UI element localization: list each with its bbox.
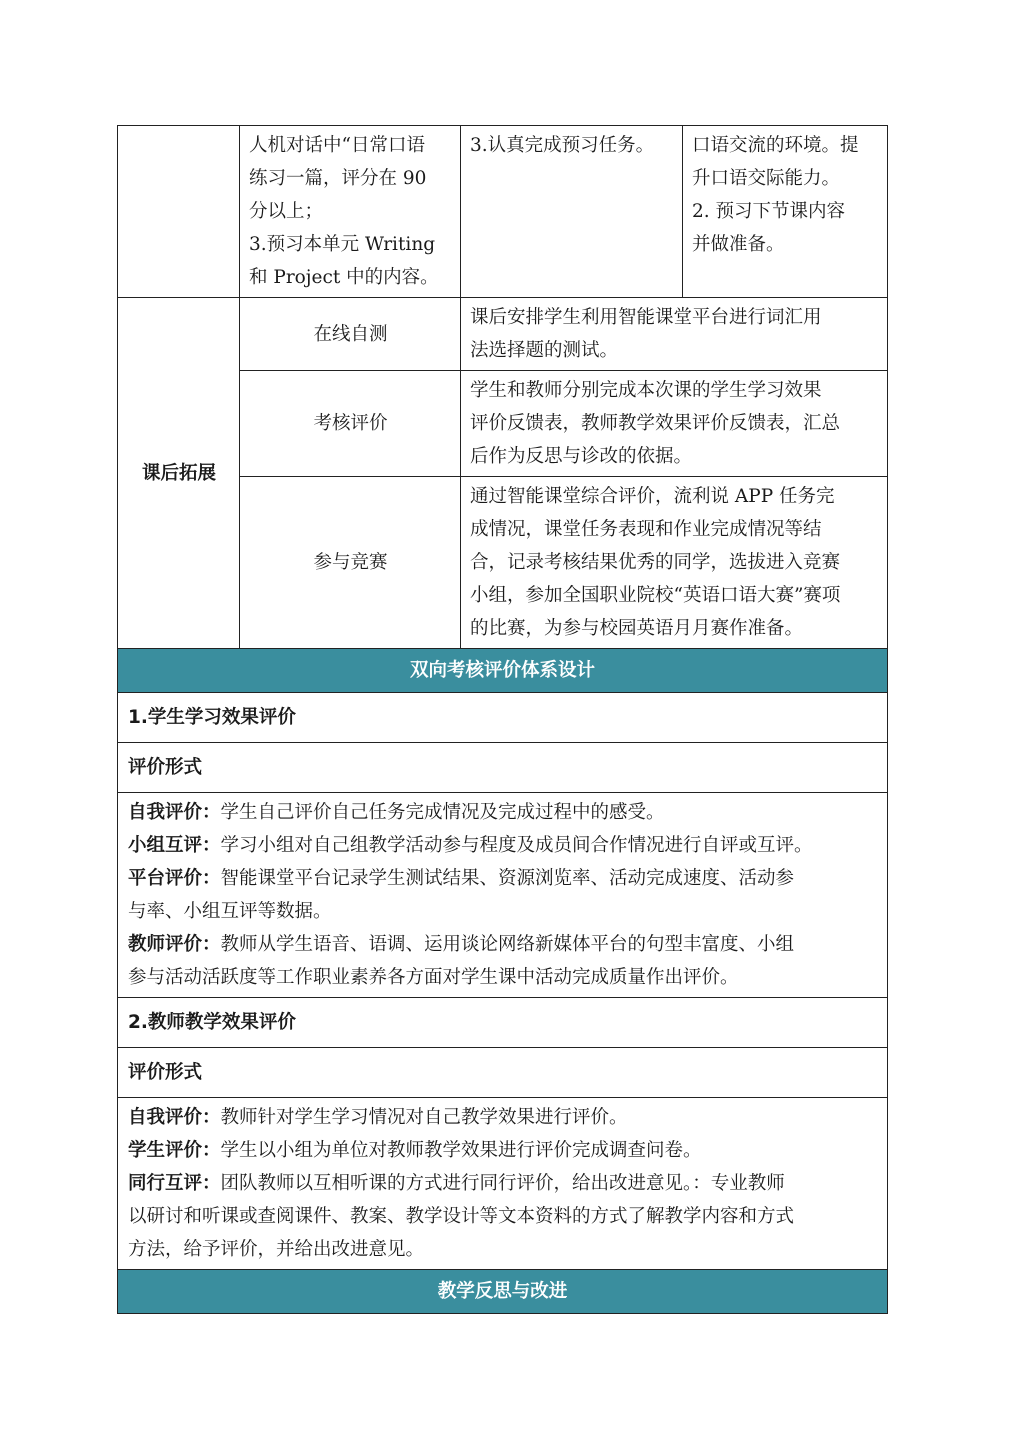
section-title: 1.学生学习效果评价: [118, 693, 888, 743]
after-class-title: 课后拓展: [118, 298, 240, 649]
text-line: 和 Project 中的内容。: [249, 267, 439, 288]
item-text: 参与活动活跃度等工作职业素养各方面对学生课中活动完成质量作出评价。: [128, 967, 739, 988]
section-title-row: [118, 998, 888, 1048]
after-class-content: [461, 298, 888, 371]
form-label: 评价形式: [118, 1048, 888, 1098]
text-line: 练习一篇，评分在 90: [249, 168, 427, 189]
text-line: 3.认真完成预习任务。: [470, 135, 655, 156]
item-term: 自我评价：: [128, 1107, 221, 1128]
item-text: 教师针对学生学习情况对自己教学效果进行评价。: [220, 1107, 628, 1128]
text-line: 2. 预习下节课内容: [692, 201, 846, 222]
evaluation-items-row: [118, 1098, 888, 1270]
item-text: 智能课堂平台记录学生测试结果、资源浏览率、活动完成速度、活动参: [220, 868, 795, 889]
after-class-content: [461, 477, 888, 649]
after-class-row-online-test: [118, 298, 888, 371]
form-label: 评价形式: [118, 743, 888, 793]
text-line: 并做准备。: [692, 234, 785, 255]
form-label-row: [118, 743, 888, 793]
section-title: 2.教师教学效果评价: [118, 998, 888, 1048]
section-banner: 教学反思与改进: [118, 1270, 888, 1314]
evaluation-item: [128, 1101, 879, 1134]
text-line: 学生和教师分别完成本次课的学生学习效果: [470, 380, 822, 401]
evaluation-item: [128, 1134, 879, 1167]
item-text: 学生自己评价自己任务完成情况及完成过程中的感受。: [220, 802, 665, 823]
text-line: 评价反馈表，教师教学效果评价反馈表，汇总: [470, 413, 841, 434]
item-text: 教师从学生语音、语调、运用谈论网络新媒体平台的句型丰富度、小组: [220, 934, 795, 955]
evaluation-items: [118, 793, 888, 998]
text-line: 人机对话中“日常口语: [249, 135, 425, 156]
after-class-label: 考核评价: [240, 371, 461, 477]
text-line: 小组，参加全国职业院校“英语口语大赛”赛项: [470, 585, 841, 606]
text-line: 课后安排学生利用智能课堂平台进行词汇用: [470, 307, 822, 328]
evaluation-items-row: [118, 793, 888, 998]
lesson-plan-table: [117, 125, 888, 1314]
text-line: 合，记录考核结果优秀的同学，选拔进入竞赛: [470, 552, 841, 573]
section-title-row: [118, 693, 888, 743]
text-line: 的比赛，为参与校园英语月月赛作准备。: [470, 618, 804, 639]
banner-row: [118, 649, 888, 693]
item-term: 教师评价：: [128, 934, 221, 955]
after-class-label: 在线自测: [240, 298, 461, 371]
text-line: 法选择题的测试。: [470, 340, 619, 361]
text-line: 后作为反思与诊改的依据。: [470, 446, 693, 467]
item-text: 学习小组对自己组教学活动参与程度及成员间合作情况进行自评或互评。: [220, 835, 813, 856]
continued-row: [118, 126, 888, 298]
evaluation-item: [128, 928, 879, 994]
text-line: 分以上；: [249, 201, 324, 222]
item-text: 以研讨和听课或查阅课件、教案、教学设计等文本资料的方式了解教学内容和方式: [128, 1206, 795, 1227]
evaluation-item: [128, 1167, 879, 1266]
item-text: 团队教师以互相听课的方式进行同行评价，给出改进意见。：专业教师: [220, 1173, 785, 1194]
text-line: 3.预习本单元 Writing: [249, 234, 436, 255]
item-term: 小组互评：: [128, 835, 221, 856]
after-class-content: [461, 371, 888, 477]
lesson-plan-table-page: [117, 125, 887, 1314]
after-class-label: 参与竞赛: [240, 477, 461, 649]
evaluation-items: [118, 1098, 888, 1270]
evaluation-item: [128, 829, 879, 862]
text-line: 升口语交际能力。: [692, 168, 841, 189]
item-text: 与率、小组互评等数据。: [128, 901, 332, 922]
form-label-row: [118, 1048, 888, 1098]
item-term: 自我评价：: [128, 802, 221, 823]
teacher-task-cell: [240, 126, 461, 298]
item-term: 同行互评：: [128, 1173, 221, 1194]
item-term: 平台评价：: [128, 868, 221, 889]
text-line: 成情况，课堂任务表现和作业完成情况等结: [470, 519, 822, 540]
item-term: 学生评价：: [128, 1140, 221, 1161]
evaluation-item: [128, 862, 879, 928]
empty-stage-cell: [118, 126, 240, 298]
section-banner: 双向考核评价体系设计: [118, 649, 888, 693]
text-line: 通过智能课堂综合评价，流利说 APP 任务完: [470, 486, 835, 507]
text-line: 口语交流的环境。提: [692, 135, 859, 156]
design-intent-cell: [683, 126, 888, 298]
evaluation-item: [128, 796, 879, 829]
banner-row: [118, 1270, 888, 1314]
item-text: 学生以小组为单位对教师教学效果进行评价完成调查问卷。: [220, 1140, 702, 1161]
student-task-cell: [461, 126, 683, 298]
item-text: 方法，给予评价，并给出改进意见。: [128, 1239, 425, 1260]
